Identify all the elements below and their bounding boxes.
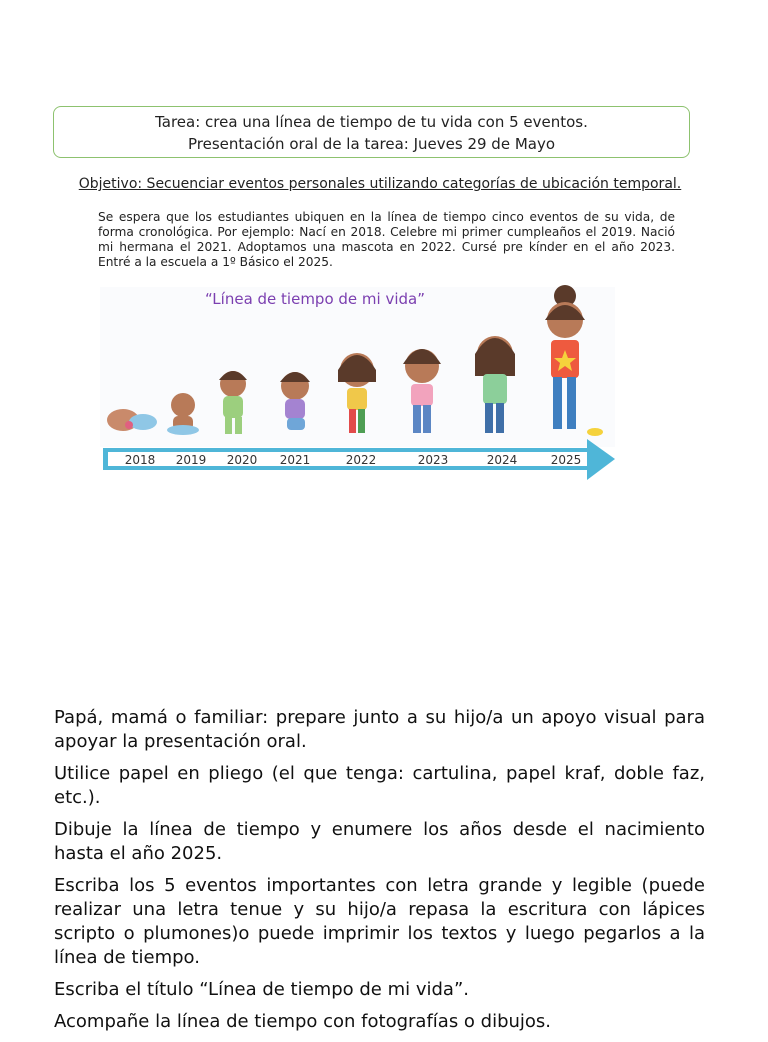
instruction-paragraph: Dibuje la línea de tiempo y enumere los años desde el nacimiento hasta el año 2025. [54,819,705,864]
year-label: 2022 [345,453,377,467]
year-label: 2021 [279,453,311,467]
year-label: 2019 [175,453,207,467]
expectation-paragraph: Se espera que los estudiantes ubiquen en la línea de tiempo cinco eventos de su vida, de forma cronológica. Por ejemplo: Nací en 2018. Celebre mi primer cumpleaños el 2019. Nació mi hermana el 2021. Adoptamos una mascota en 2022. Cursé pre kínder en el año 2023. Entré a la escuela a 1º Básico el 2025. [98,210,675,269]
timeline-title: “Línea de tiempo de mi vida” [205,290,425,308]
objective-text: Objetivo: Secuenciar eventos personales utilizando categorías de ubicación temporal. [78,176,682,192]
year-label: 2018 [124,453,156,467]
task-box [53,106,690,158]
year-label: 2024 [486,453,518,467]
year-label: 2020 [226,453,258,467]
instruction-paragraph: Papá, mamá o familiar: prepare junto a su hijo/a un apoyo visual para apoyar la presentación oral. [54,707,705,752]
task-line-1: Tarea: crea una línea de tiempo de tu vida con 5 eventos. [155,113,588,131]
year-label: 2023 [417,453,449,467]
instruction-paragraph: Escriba el título “Línea de tiempo de mi vida”. [54,979,470,1000]
instruction-paragraph: Acompañe la línea de tiempo con fotografías o dibujos. [54,1011,552,1032]
task-line-2: Presentación oral de la tarea: Jueves 29 de Mayo [187,135,556,153]
parent-instructions [54,706,705,1042]
instruction-paragraph: Utilice papel en pliego (el que tenga: cartulina, papel kraf, doble faz, etc.). [54,763,705,808]
timeline-year-labels [125,453,582,467]
timeline-illustration [95,282,620,487]
year-label: 2025 [550,453,582,467]
instruction-paragraph: Escriba los 5 eventos importantes con letra grande y legible (puede realizar una letra tenue y su hijo/a repasa la escritura con lápices scripto o plumones)o puede imprimir los textos y luego pegarlos a la línea de tiempo. [54,875,705,968]
